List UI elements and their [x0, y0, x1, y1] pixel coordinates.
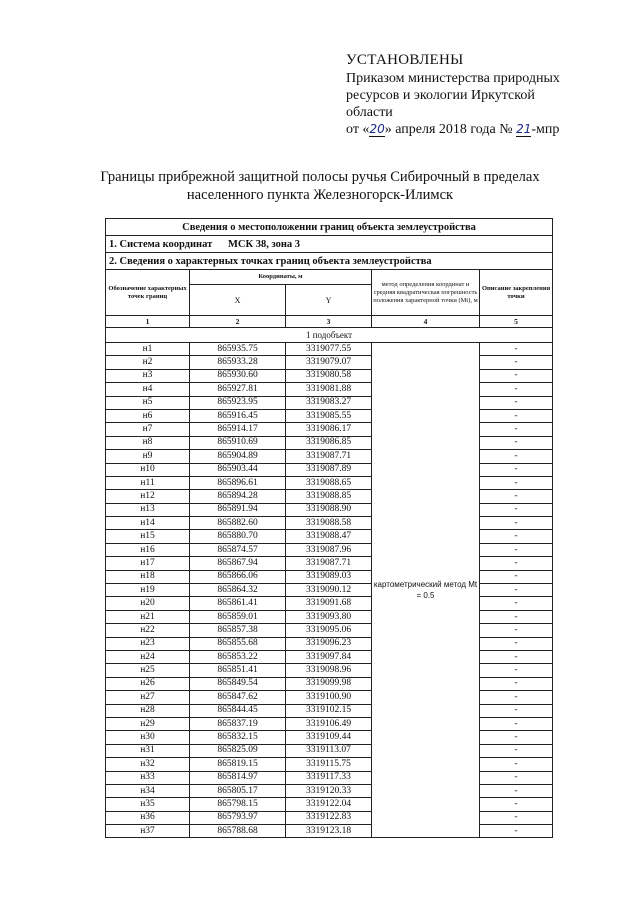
table-row [106, 409, 553, 422]
table-row [106, 396, 553, 409]
col-coords-header: Координаты, м [190, 270, 372, 285]
coord-x: 865859.01 [190, 610, 286, 623]
coord-x: 865923.95 [190, 396, 286, 409]
point-description: - [480, 463, 553, 476]
table-row [106, 530, 553, 543]
point-id: н27 [106, 691, 190, 704]
point-description: - [480, 825, 553, 838]
coord-x: 865847.62 [190, 691, 286, 704]
point-id: н3 [106, 369, 190, 382]
coord-y: 3319090.12 [286, 584, 372, 597]
column-header-row [106, 270, 553, 285]
table-body [106, 219, 553, 838]
point-description: - [480, 490, 553, 503]
coord-y: 3319095.06 [286, 624, 372, 637]
point-description: - [480, 677, 553, 690]
subobject-label: 1 подобъект [106, 328, 553, 343]
point-description: - [480, 704, 553, 717]
coord-y: 3319099.98 [286, 677, 372, 690]
point-description: - [480, 784, 553, 797]
point-id: н4 [106, 383, 190, 396]
table-row [106, 771, 553, 784]
point-description: - [480, 610, 553, 623]
col-number: 1 [106, 316, 190, 328]
point-description: - [480, 691, 553, 704]
point-description: - [480, 717, 553, 730]
subobject-row [106, 328, 553, 343]
table-row [106, 664, 553, 677]
col-number: 4 [372, 316, 480, 328]
coordinate-system-row [106, 236, 553, 253]
coord-y: 3319093.80 [286, 610, 372, 623]
point-description: - [480, 503, 553, 516]
point-description: - [480, 771, 553, 784]
coord-y: 3319100.90 [286, 691, 372, 704]
coord-x: 865819.15 [190, 758, 286, 771]
point-id: н19 [106, 584, 190, 597]
col-number: 5 [480, 316, 553, 328]
coord-y: 3319088.65 [286, 476, 372, 489]
coord-x: 865825.09 [190, 744, 286, 757]
point-description: - [480, 409, 553, 422]
coord-x: 865904.89 [190, 450, 286, 463]
point-description: - [480, 731, 553, 744]
point-id: н2 [106, 356, 190, 369]
document-title [80, 168, 560, 204]
point-id: н31 [106, 744, 190, 757]
boundary-points-table [105, 218, 553, 838]
table-row [106, 423, 553, 436]
point-id: н1 [106, 343, 190, 356]
coord-x: 865798.15 [190, 798, 286, 811]
coord-y: 3319077.55 [286, 343, 372, 356]
point-description: - [480, 584, 553, 597]
point-id: н30 [106, 731, 190, 744]
table-row [106, 691, 553, 704]
approval-line-2: ресурсов и экологии Иркутской [346, 88, 535, 103]
point-description: - [480, 517, 553, 530]
coord-x: 865894.28 [190, 490, 286, 503]
coord-y: 3319115.75 [286, 758, 372, 771]
coord-y: 3319088.47 [286, 530, 372, 543]
coord-x: 865927.81 [190, 383, 286, 396]
col-method-header: метод определения координат и средняя квадратическая погрешность положения характерной точки (Mt), м [372, 270, 480, 316]
table-row [106, 758, 553, 771]
approval-date-line [346, 121, 616, 138]
table-row [106, 624, 553, 637]
coord-y: 3319098.96 [286, 664, 372, 677]
table-row [106, 383, 553, 396]
coord-y: 3319122.83 [286, 811, 372, 824]
coord-x: 865896.61 [190, 476, 286, 489]
coord-x: 865880.70 [190, 530, 286, 543]
coord-x: 865832.15 [190, 731, 286, 744]
point-id: н37 [106, 825, 190, 838]
coord-x: 865914.17 [190, 423, 286, 436]
approval-header [346, 52, 616, 138]
point-id: н33 [106, 771, 190, 784]
point-id: н26 [106, 677, 190, 690]
table-row [106, 784, 553, 797]
point-description: - [480, 356, 553, 369]
coord-x: 865814.97 [190, 771, 286, 784]
date-prefix: от « [346, 122, 370, 137]
coord-y: 3319088.85 [286, 490, 372, 503]
point-id: н6 [106, 409, 190, 422]
coord-y: 3319102.15 [286, 704, 372, 717]
coord-y: 3319122.04 [286, 798, 372, 811]
point-id: н7 [106, 423, 190, 436]
table-row [106, 798, 553, 811]
date-middle: » апреля 2018 года № [384, 122, 513, 137]
point-id: н12 [106, 490, 190, 503]
coord-y: 3319117.33 [286, 771, 372, 784]
table-row [106, 650, 553, 663]
point-description: - [480, 664, 553, 677]
point-id: н28 [106, 704, 190, 717]
point-id: н16 [106, 543, 190, 556]
coord-y: 3319109.44 [286, 731, 372, 744]
coord-x: 865903.44 [190, 463, 286, 476]
approved-heading: УСТАНОВЛЕНЫ [346, 52, 464, 68]
point-id: н25 [106, 664, 190, 677]
point-description: - [480, 744, 553, 757]
table-row [106, 557, 553, 570]
point-id: н35 [106, 798, 190, 811]
coord-y: 3319088.90 [286, 503, 372, 516]
method-cell: картометрический метод Mt = 0.5 [372, 343, 480, 838]
point-description: - [480, 543, 553, 556]
table-row [106, 731, 553, 744]
table-row [106, 717, 553, 730]
table-row [106, 811, 553, 824]
coord-x: 865788.68 [190, 825, 286, 838]
table-row [106, 517, 553, 530]
point-description: - [480, 650, 553, 663]
point-id: н8 [106, 436, 190, 449]
table-caption-row [106, 219, 553, 236]
point-id: н20 [106, 597, 190, 610]
table-row [106, 744, 553, 757]
title-line-1: Границы прибрежной защитной полосы ручья Сибирочный в пределах [100, 169, 540, 185]
coord-x: 865930.60 [190, 369, 286, 382]
point-description: - [480, 476, 553, 489]
coord-y: 3319087.71 [286, 557, 372, 570]
coord-x: 865851.41 [190, 664, 286, 677]
coord-x: 865793.97 [190, 811, 286, 824]
table-row [106, 490, 553, 503]
coord-y: 3319096.23 [286, 637, 372, 650]
col-x-header: X [190, 285, 286, 316]
coordinate-system-value: МСК 38, зона 3 [227, 238, 301, 250]
table-row [106, 463, 553, 476]
table-row [106, 476, 553, 489]
title-line-2: населенного пункта Железногорск-Илимск [186, 187, 454, 203]
point-description: - [480, 758, 553, 771]
section-2-heading: 2. Сведения о характерных точках границ объекта землеустройства [106, 253, 553, 270]
point-id: н18 [106, 570, 190, 583]
point-id: н9 [106, 450, 190, 463]
point-id: н22 [106, 624, 190, 637]
order-number: 21 [516, 122, 532, 136]
coord-x: 865857.38 [190, 624, 286, 637]
table-row [106, 637, 553, 650]
col-y-header: Y [286, 285, 372, 316]
table-row [106, 570, 553, 583]
col-point-header: Обозначение характерных точек границ [106, 270, 190, 316]
point-description: - [480, 343, 553, 356]
coord-y: 3319081.88 [286, 383, 372, 396]
table-row [106, 369, 553, 382]
table-row [106, 356, 553, 369]
coordinate-system [106, 236, 553, 253]
point-id: н10 [106, 463, 190, 476]
coord-x: 865874.57 [190, 543, 286, 556]
table-caption: Сведения о местоположении границ объекта землеустройства [106, 219, 553, 236]
point-description: - [480, 597, 553, 610]
coord-y: 3319120.33 [286, 784, 372, 797]
point-id: н23 [106, 637, 190, 650]
coord-x: 865844.45 [190, 704, 286, 717]
point-description: - [480, 383, 553, 396]
coord-x: 865916.45 [190, 409, 286, 422]
coord-x: 865805.17 [190, 784, 286, 797]
coordinate-system-label: 1. Система координат [109, 238, 213, 250]
table-row [106, 450, 553, 463]
table-row [106, 343, 553, 356]
coord-x: 865849.54 [190, 677, 286, 690]
approval-line-1: Приказом министерства природных [346, 71, 560, 86]
coord-y: 3319087.89 [286, 463, 372, 476]
coord-y: 3319123.18 [286, 825, 372, 838]
coord-y: 3319097.84 [286, 650, 372, 663]
coord-y: 3319091.68 [286, 597, 372, 610]
coord-x: 865933.28 [190, 356, 286, 369]
point-description: - [480, 450, 553, 463]
coord-y: 3319086.17 [286, 423, 372, 436]
coord-y: 3319080.58 [286, 369, 372, 382]
coord-y: 3319083.27 [286, 396, 372, 409]
coord-y: 3319087.71 [286, 450, 372, 463]
table-row [106, 584, 553, 597]
coord-x: 865861.41 [190, 597, 286, 610]
point-description: - [480, 570, 553, 583]
point-description: - [480, 557, 553, 570]
point-description: - [480, 624, 553, 637]
table-row [106, 436, 553, 449]
point-id: н14 [106, 517, 190, 530]
point-description: - [480, 369, 553, 382]
coord-y: 3319086.85 [286, 436, 372, 449]
coord-x: 865882.60 [190, 517, 286, 530]
point-description: - [480, 423, 553, 436]
point-id: н24 [106, 650, 190, 663]
col-desc-header: Описание закрепления точки [480, 270, 553, 316]
coord-y: 3319085.55 [286, 409, 372, 422]
section-2-row [106, 253, 553, 270]
point-description: - [480, 637, 553, 650]
order-suffix: -мпр [531, 122, 560, 137]
coord-y: 3319089.03 [286, 570, 372, 583]
point-description: - [480, 396, 553, 409]
coord-y: 3319106.49 [286, 717, 372, 730]
coord-x: 865891.94 [190, 503, 286, 516]
table-row [106, 825, 553, 838]
point-description: - [480, 798, 553, 811]
point-id: н29 [106, 717, 190, 730]
table-row [106, 677, 553, 690]
point-id: н34 [106, 784, 190, 797]
point-id: н11 [106, 476, 190, 489]
point-description: - [480, 530, 553, 543]
approval-line-3: области [346, 105, 393, 120]
coord-y: 3319087.96 [286, 543, 372, 556]
coord-x: 865866.06 [190, 570, 286, 583]
coord-x: 865867.94 [190, 557, 286, 570]
point-id: н13 [106, 503, 190, 516]
table-row [106, 610, 553, 623]
point-id: н17 [106, 557, 190, 570]
point-id: н15 [106, 530, 190, 543]
col-number: 3 [286, 316, 372, 328]
coord-x: 865855.68 [190, 637, 286, 650]
coord-x: 865910.69 [190, 436, 286, 449]
column-number-row [106, 316, 553, 328]
point-description: - [480, 811, 553, 824]
coord-x: 865853.22 [190, 650, 286, 663]
coord-x: 865837.19 [190, 717, 286, 730]
coord-y: 3319079.07 [286, 356, 372, 369]
point-id: н32 [106, 758, 190, 771]
table-row [106, 543, 553, 556]
coord-y: 3319088.58 [286, 517, 372, 530]
date-day: 20 [369, 122, 385, 136]
table-row [106, 597, 553, 610]
coord-x: 865935.75 [190, 343, 286, 356]
table-row [106, 704, 553, 717]
coord-x: 865864.32 [190, 584, 286, 597]
point-description: - [480, 436, 553, 449]
point-id: н5 [106, 396, 190, 409]
point-id: н21 [106, 610, 190, 623]
point-id: н36 [106, 811, 190, 824]
col-number: 2 [190, 316, 286, 328]
table-row [106, 503, 553, 516]
coord-y: 3319113.07 [286, 744, 372, 757]
